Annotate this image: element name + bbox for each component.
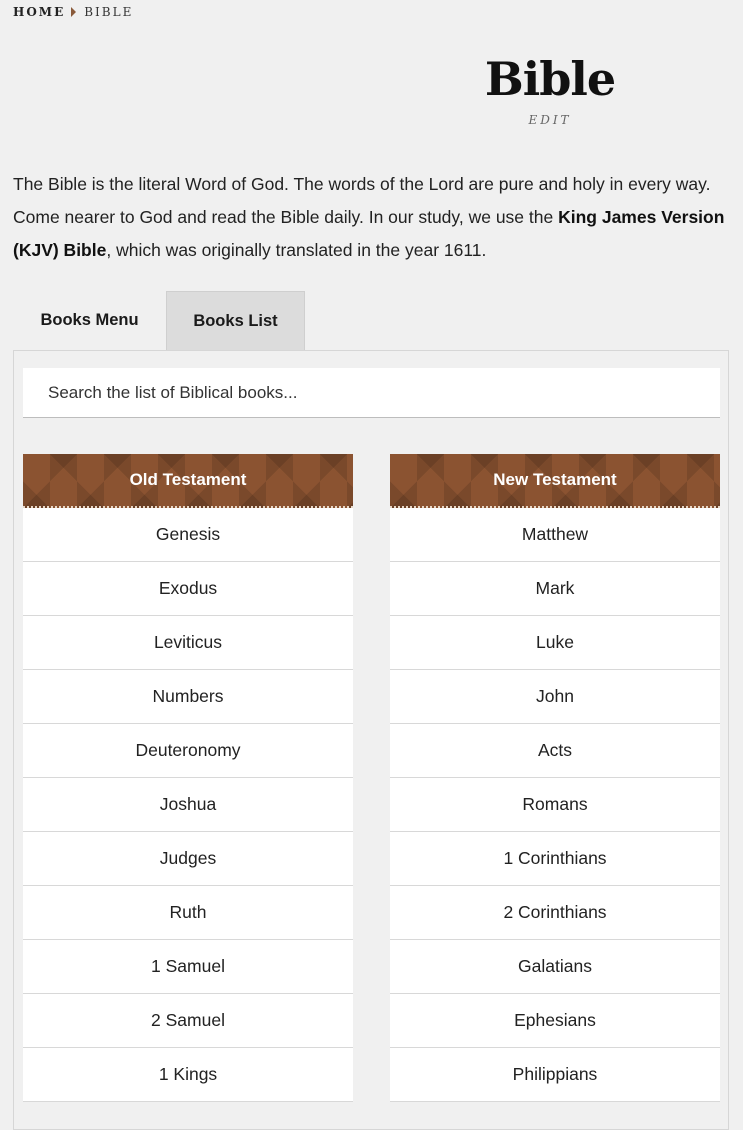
book-item[interactable]: 2 Samuel <box>23 994 353 1048</box>
intro-text-start: The Bible is the literal Word of God. The words of the Lord are pure and holy in every way. Come nearer to God and read the Bible daily. In our study, we use the <box>13 174 711 227</box>
breadcrumb <box>13 5 133 19</box>
book-item[interactable]: Acts <box>390 724 720 778</box>
book-item[interactable]: Galatians <box>390 940 720 994</box>
intro-paragraph <box>13 168 725 267</box>
book-item[interactable]: Romans <box>390 778 720 832</box>
book-item[interactable]: Joshua <box>23 778 353 832</box>
book-item[interactable]: 1 Kings <box>23 1048 353 1102</box>
old-testament-column <box>23 454 353 1102</box>
book-item[interactable]: Mark <box>390 562 720 616</box>
book-item[interactable]: 1 Corinthians <box>390 832 720 886</box>
new-testament-column <box>390 454 720 1102</box>
tab-books-menu[interactable]: Books Menu <box>40 311 139 329</box>
old-testament-list <box>23 508 353 1102</box>
book-item[interactable]: Leviticus <box>23 616 353 670</box>
book-item[interactable]: Judges <box>23 832 353 886</box>
book-item[interactable]: John <box>390 670 720 724</box>
book-item[interactable]: 2 Corinthians <box>390 886 720 940</box>
book-item[interactable]: 1 Samuel <box>23 940 353 994</box>
tab-books-list[interactable]: Books List <box>166 291 305 350</box>
breadcrumb-home-link[interactable]: HOME <box>13 5 66 19</box>
book-item[interactable]: Deuteronomy <box>23 724 353 778</box>
book-item[interactable]: Philippians <box>390 1048 720 1102</box>
book-item[interactable]: Numbers <box>23 670 353 724</box>
book-item[interactable]: Exodus <box>23 562 353 616</box>
intro-text-bold: King James Version (KJV) Bible <box>13 207 725 260</box>
book-item[interactable]: Luke <box>390 616 720 670</box>
intro-text-end: , which was originally translated in the year 1611. <box>106 240 487 260</box>
page-title: Bible <box>484 52 616 106</box>
book-item[interactable]: Ruth <box>23 886 353 940</box>
book-item[interactable]: Genesis <box>23 508 353 562</box>
edit-link[interactable]: EDIT <box>528 113 572 127</box>
book-item[interactable]: Matthew <box>390 508 720 562</box>
new-testament-header: New Testament <box>390 454 720 508</box>
new-testament-list <box>390 508 720 1102</box>
book-item[interactable]: Ephesians <box>390 994 720 1048</box>
breadcrumb-current: BIBLE <box>84 5 134 19</box>
tab-bar <box>13 291 305 350</box>
old-testament-header: Old Testament <box>23 454 353 508</box>
breadcrumb-separator-icon <box>71 7 76 17</box>
book-search-input[interactable] <box>23 368 720 418</box>
books-list-panel <box>13 350 729 1130</box>
